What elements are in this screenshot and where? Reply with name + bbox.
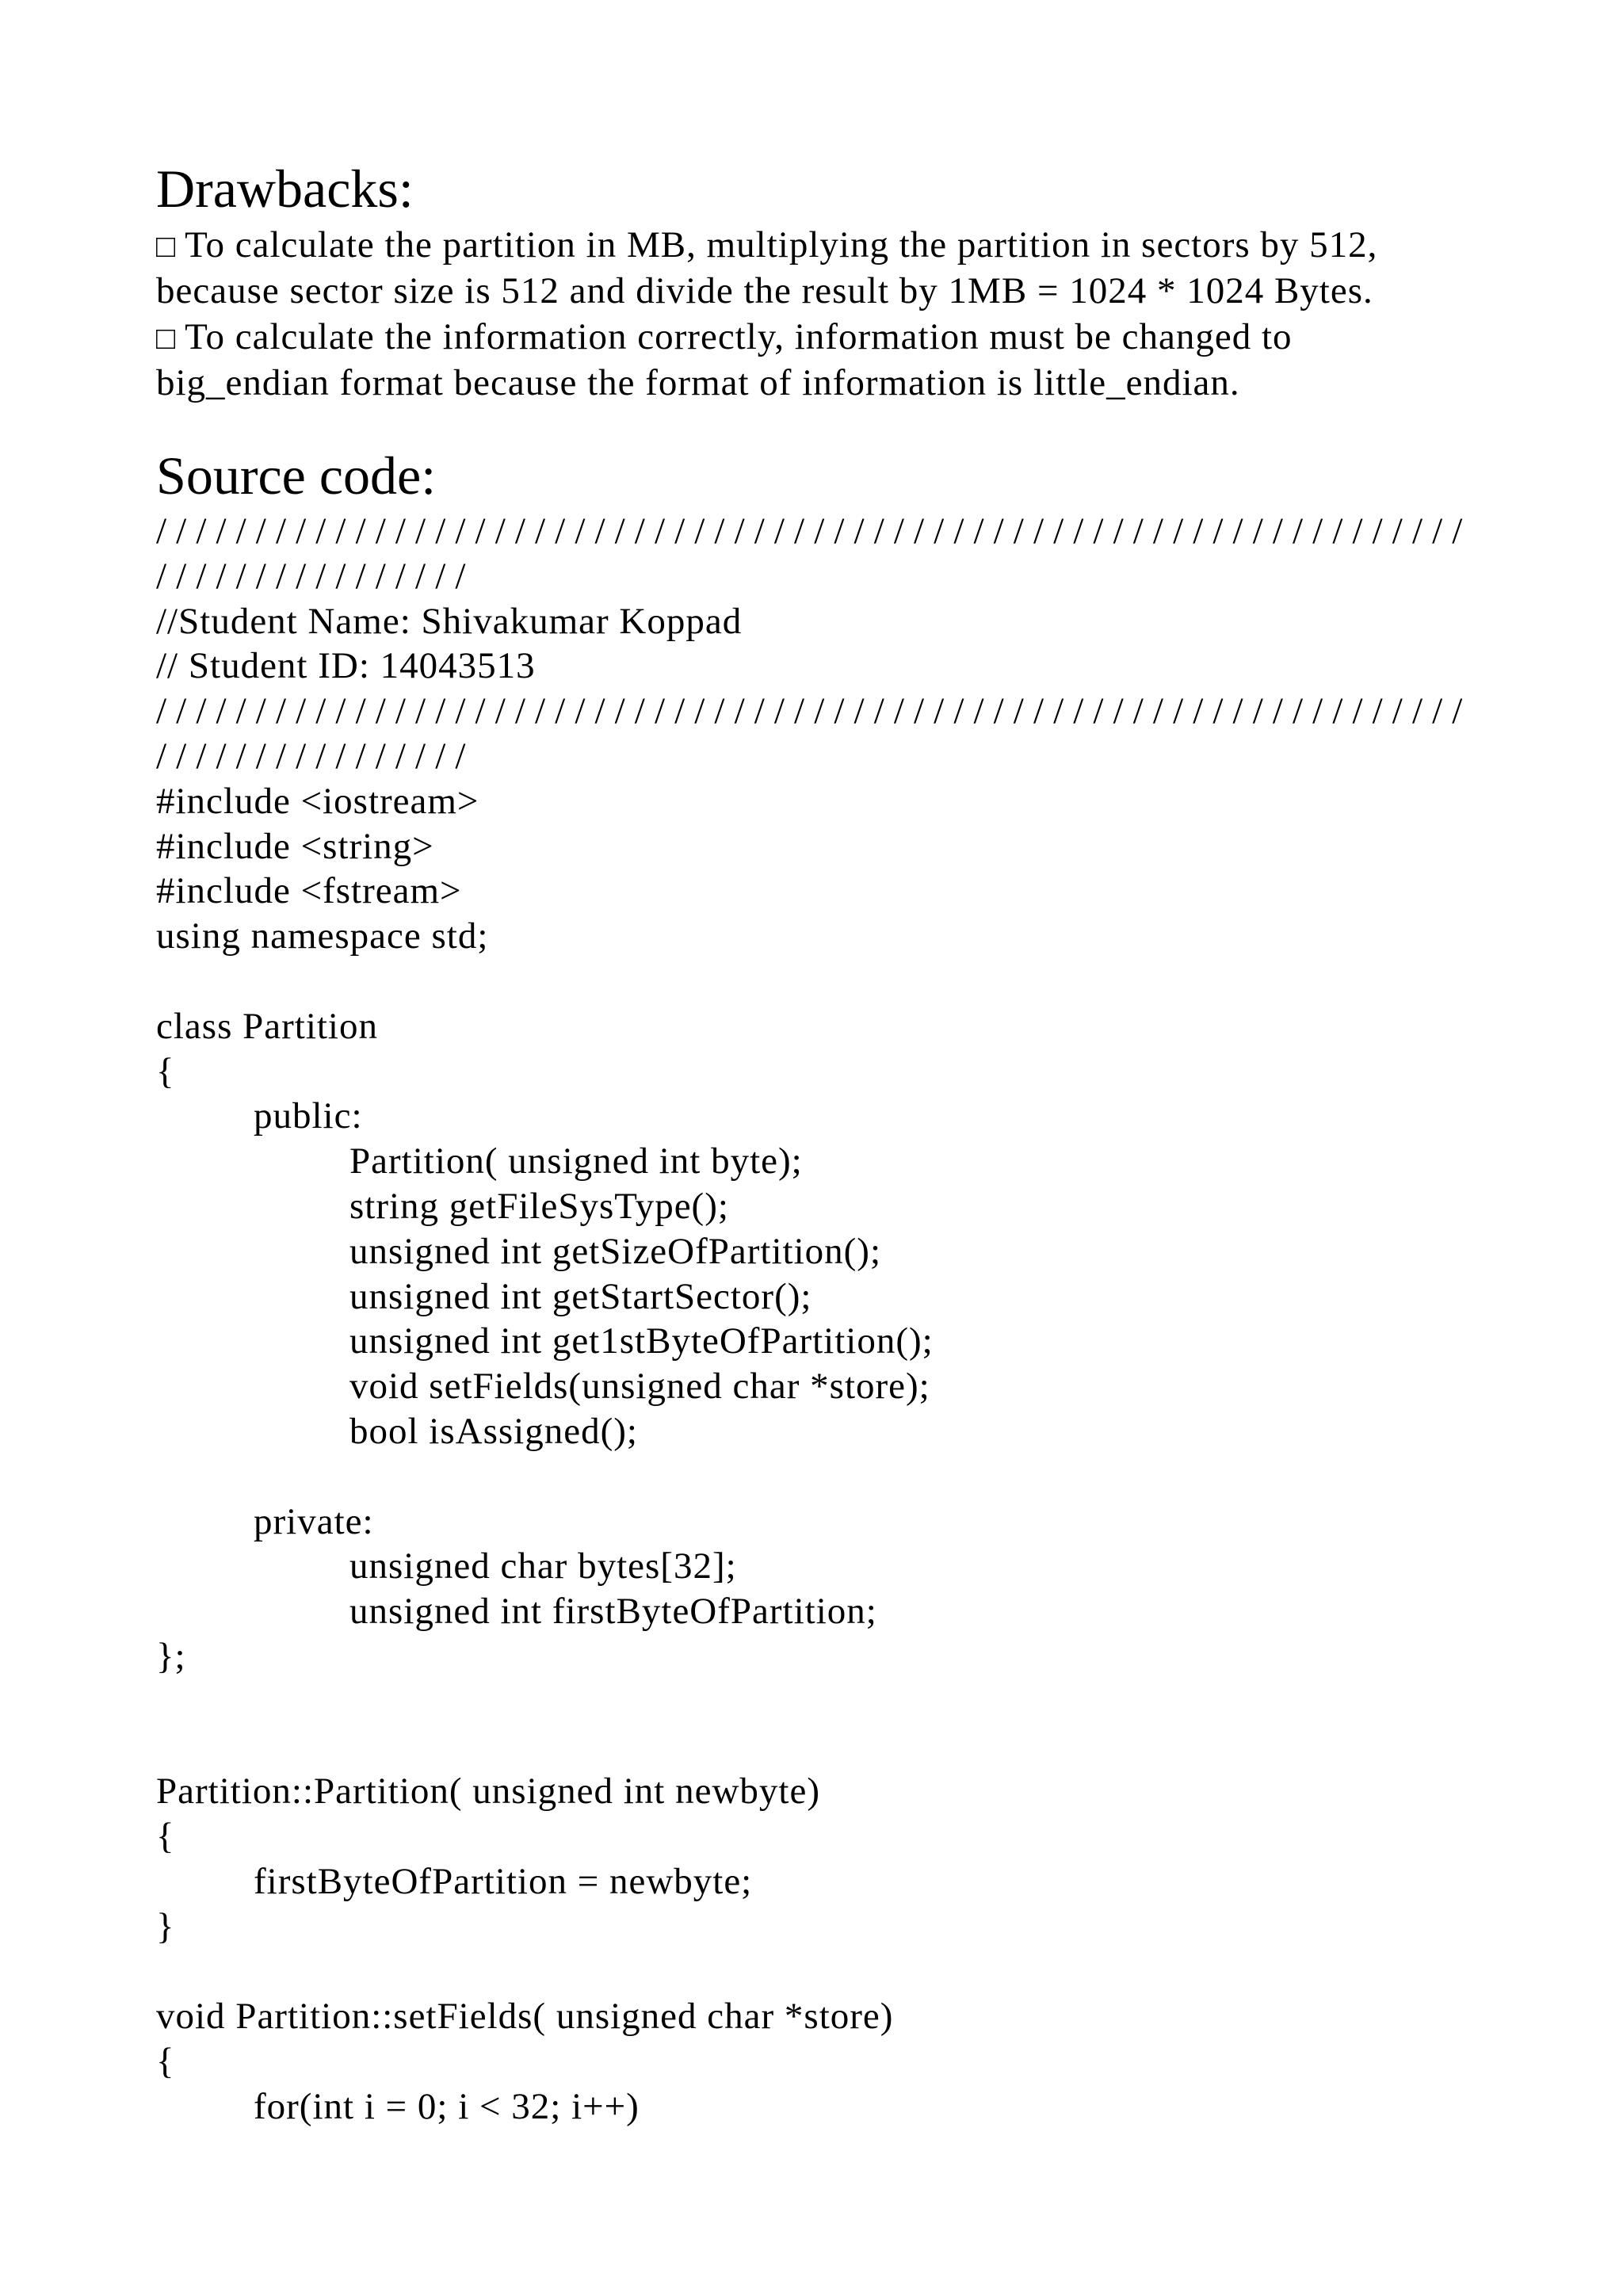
code-line: Partition::Partition( unsigned int newbyte): [156, 1771, 820, 1813]
drawback-text-line: because sector size is 512 and divide the result by 1MB = 1024 * 1024 Bytes.: [156, 270, 1373, 311]
bullet-box-icon: □: [156, 228, 176, 264]
blank-line: [156, 1679, 1551, 1725]
code-line: Partition( unsigned int byte);: [349, 1140, 803, 1182]
code-line: };: [156, 1635, 186, 1677]
code-line: for(int i = 0; i < 32; i++): [254, 2085, 640, 2127]
blank-line: [156, 1950, 1551, 1995]
drawbacks-list: [156, 222, 1551, 406]
code-line: {: [156, 1050, 175, 1092]
comment-banner-line: ////////////////: [156, 555, 475, 597]
drawback-text-line: To calculate the information correctly, information must be changed to: [185, 316, 1293, 357]
code-line: {: [156, 1816, 175, 1858]
code-line: class Partition: [156, 1005, 378, 1047]
code-line: #include <string>: [156, 825, 434, 867]
code-line: void Partition::setFields( unsigned char *store): [156, 1996, 894, 2038]
code-line: unsigned int get1stByteOfPartition();: [349, 1320, 934, 1362]
code-line: unsigned int getSizeOfPartition();: [349, 1230, 882, 1272]
bullet-box-icon: □: [156, 320, 176, 356]
code-line: #include <iostream>: [156, 780, 479, 822]
code-line: string getFileSysType();: [349, 1185, 729, 1227]
code-line: public:: [254, 1095, 363, 1137]
source-code-heading: Source code:: [156, 445, 437, 506]
code-line: bool isAssigned();: [349, 1410, 638, 1452]
blank-line: [156, 1454, 1551, 1499]
source-code-block: [156, 509, 1551, 2130]
blank-line: [156, 959, 1551, 1004]
blank-line: [156, 1725, 1551, 1770]
code-line: using namespace std;: [156, 915, 489, 957]
code-line: unsigned char bytes[32];: [349, 1545, 737, 1587]
code-line: #include <fstream>: [156, 870, 462, 912]
code-line: unsigned int firstByteOfPartition;: [349, 1591, 877, 1633]
drawback-item: [156, 222, 1551, 268]
code-line: }: [156, 1905, 175, 1947]
code-line: unsigned int getStartSector();: [349, 1275, 812, 1317]
comment-banner-line: //////////////////////////////////////////////////////////////////: [156, 690, 1472, 732]
code-line: //Student Name: Shivakumar Koppad: [156, 600, 743, 642]
comment-banner-line: ////////////////: [156, 735, 475, 777]
code-line: firstByteOfPartition = newbyte;: [254, 1860, 753, 1902]
comment-banner-line: //////////////////////////////////////////////////////////////////: [156, 510, 1472, 552]
drawback-item: [156, 314, 1551, 360]
code-line: {: [156, 2041, 175, 2083]
drawback-text-line: To calculate the partition in MB, multiplying the partition in sectors by 512,: [185, 224, 1378, 266]
code-line: private:: [254, 1500, 374, 1542]
drawback-text-line: big_endian format because the format of information is little_endian.: [156, 362, 1240, 403]
drawbacks-heading: Drawbacks:: [156, 159, 414, 219]
code-line: void setFields(unsigned char *store);: [349, 1366, 930, 1408]
code-line: // Student ID: 14043513: [156, 645, 536, 687]
